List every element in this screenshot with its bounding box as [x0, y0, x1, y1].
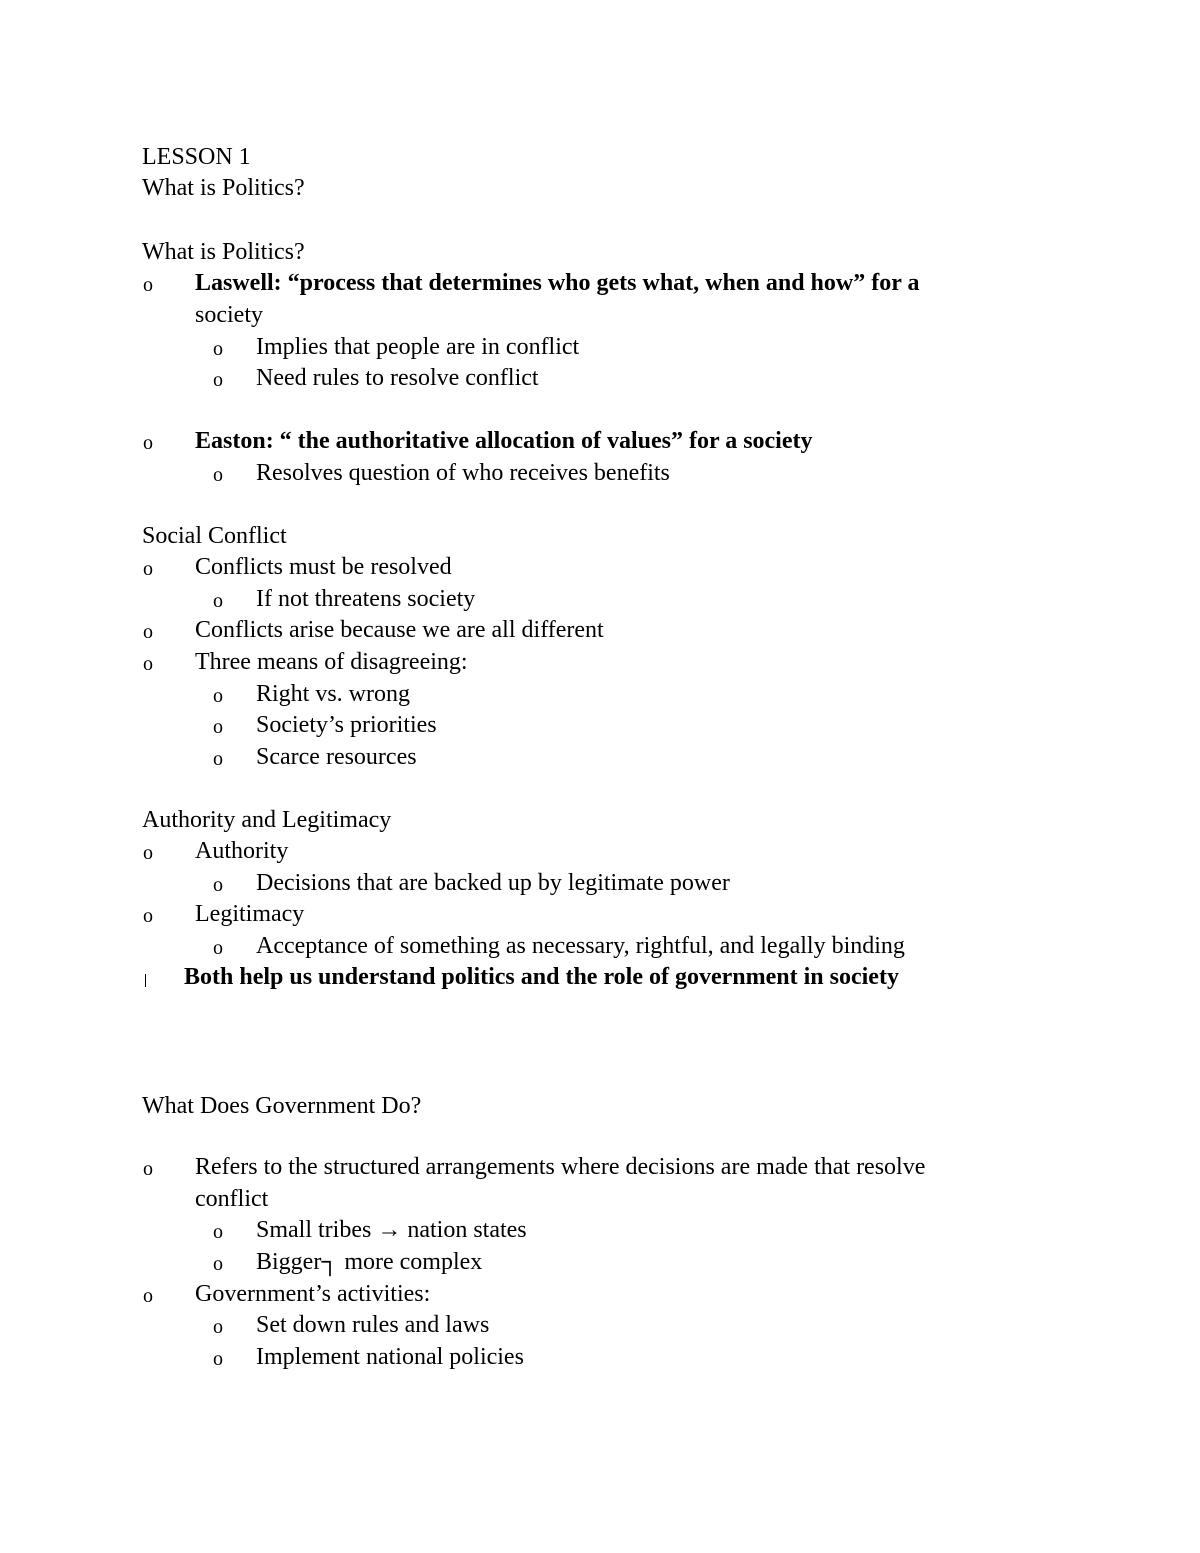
bullet-marker: o	[213, 1221, 223, 1243]
section-title-government: What Does Government Do?	[142, 1093, 422, 1119]
bullet-marker: o	[213, 874, 223, 896]
bullet-marker: o	[143, 1285, 153, 1307]
laswell-definition: Laswell: “process that determines who gets what, when and how” for a	[195, 270, 920, 296]
bullet-marker: o	[213, 937, 223, 959]
list-item: Refers to the structured arrangements where decisions are made that resolve	[195, 1154, 926, 1180]
bullet-marker: o	[213, 1316, 223, 1338]
bullet-marker: o	[143, 274, 153, 296]
bullet-marker: o	[213, 685, 223, 707]
list-item: Implement national policies	[256, 1344, 524, 1370]
list-item: Authority	[195, 838, 289, 864]
easton-definition: Easton: “ the authoritative allocation of values” for a society	[195, 428, 813, 454]
laswell-definition-continued: society	[195, 302, 263, 328]
bullet-marker: o	[143, 558, 153, 580]
list-item: Conflicts arise because we are all different	[195, 617, 604, 643]
list-item: Scarce resources	[256, 744, 417, 770]
list-item: Resolves question of who receives benefits	[256, 460, 670, 486]
list-item: Three means of disagreeing:	[195, 649, 468, 675]
list-item-continued: conflict	[195, 1186, 269, 1212]
section-title-social-conflict: Social Conflict	[142, 523, 287, 549]
list-item: Society’s priorities	[256, 712, 437, 738]
bullet-marker: o	[143, 621, 153, 643]
bullet-marker: o	[143, 653, 153, 675]
bullet-marker: o	[213, 748, 223, 770]
list-item: Acceptance of something as necessary, rightful, and legally binding	[256, 933, 905, 959]
lesson-heading: LESSON 1	[142, 144, 251, 170]
list-item: Government’s activities:	[195, 1281, 431, 1307]
section-title-politics: What is Politics?	[142, 239, 305, 265]
bullet-marker: o	[213, 369, 223, 391]
list-item: Legitimacy	[195, 901, 305, 927]
list-item: Set down rules and laws	[256, 1312, 490, 1338]
bullet-marker: o	[143, 1158, 153, 1180]
list-item: Conflicts must be resolved	[195, 554, 452, 580]
bullet-marker: o	[143, 432, 153, 454]
bullet-bar-icon	[145, 974, 146, 987]
bullet-marker: o	[213, 464, 223, 486]
bullet-marker: o	[143, 842, 153, 864]
list-item: Implies that people are in conflict	[256, 334, 580, 360]
bullet-marker: o	[213, 590, 223, 612]
list-item: Small tribes → nation states	[256, 1217, 527, 1243]
list-item: Need rules to resolve conflict	[256, 365, 539, 391]
bullet-marker: o	[213, 1348, 223, 1370]
bullet-marker: o	[213, 1253, 223, 1275]
section-title-authority: Authority and Legitimacy	[142, 807, 392, 833]
list-item: If not threatens society	[256, 586, 476, 612]
bullet-marker: o	[213, 338, 223, 360]
lesson-subheading: What is Politics?	[142, 175, 305, 201]
conclusion-statement: Both help us understand politics and the role of government in society	[184, 964, 899, 990]
list-item: Bigger┐ more complex	[256, 1249, 483, 1275]
bullet-marker: o	[213, 716, 223, 738]
bullet-marker: o	[143, 905, 153, 927]
list-item: Decisions that are backed up by legitimate power	[256, 870, 730, 896]
list-item: Right vs. wrong	[256, 681, 411, 707]
